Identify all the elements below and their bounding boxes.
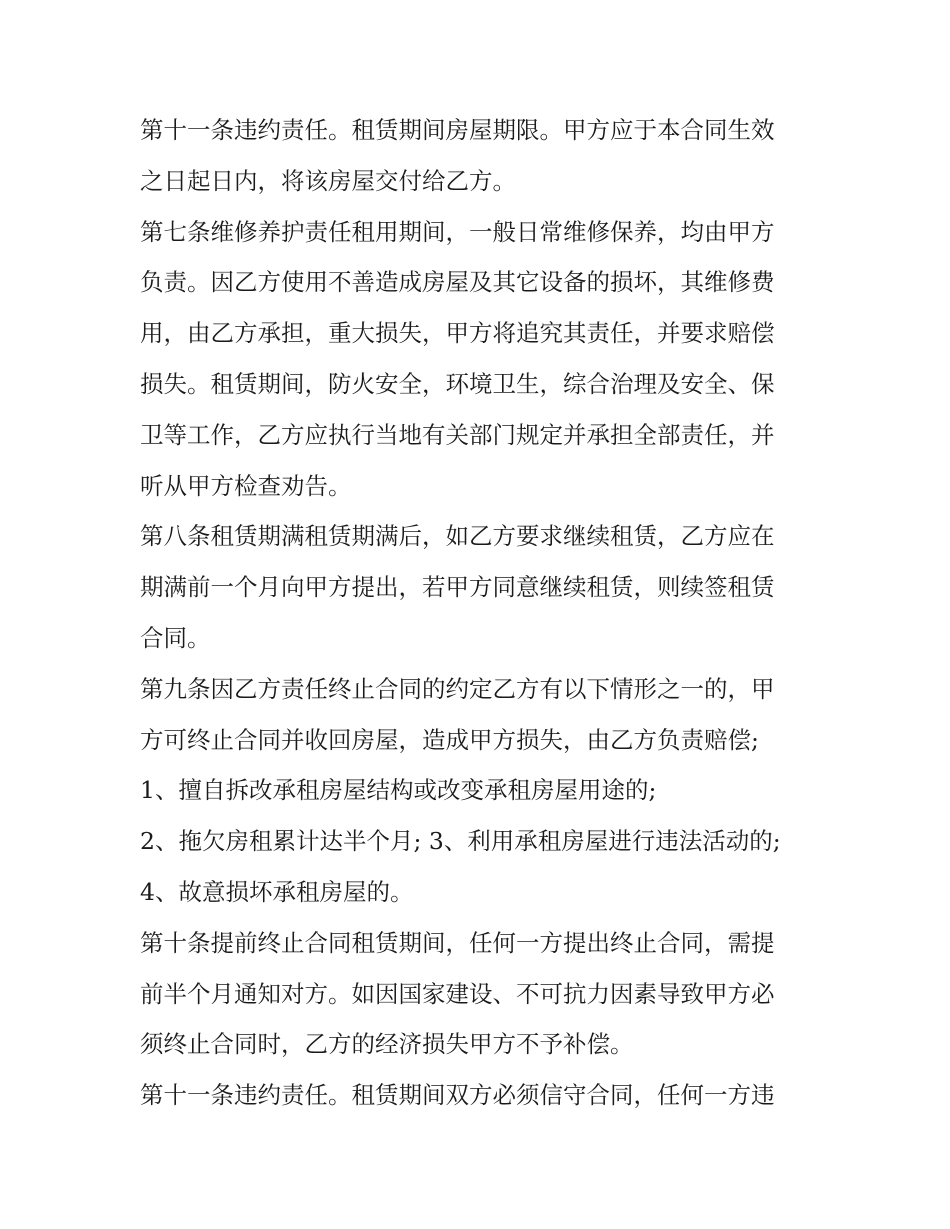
text-line: 第十条提前终止合同租赁期间，任何一方提出终止合同，需提	[140, 928, 775, 957]
text-line: 第十一条违约责任。租赁期间双方必须信守合同，任何一方违	[140, 1081, 775, 1110]
text-line: 第十一条违约责任。租赁期间房屋期限。甲方应于本合同生效	[140, 116, 775, 144]
text-line: 之日起日内，将该房屋交付给乙方。	[140, 166, 516, 195]
text-line: 期满前一个月向甲方提出，若甲方同意继续租赁，则续签租赁	[140, 573, 775, 602]
text-line: 损失。租赁期间，防火安全，环境卫生，综合治理及安全、保	[140, 369, 775, 398]
text-line: 用，由乙方承担，重大损失，甲方将追究其责任，并要求赔偿	[140, 319, 775, 348]
text-line: 须终止合同时，乙方的经济损失甲方不予补偿。	[140, 1030, 634, 1059]
text-line: 合同。	[140, 623, 211, 652]
text-line: 第九条因乙方责任终止合同的约定乙方有以下情形之一的，甲	[140, 674, 775, 703]
text-line: 负责。因乙方使用不善造成房屋及其它设备的损坏，其维修费	[140, 268, 775, 297]
text-line: 第七条维修养护责任租用期间，一般日常维修保养，均由甲方	[140, 217, 775, 246]
text-line: 卫等工作，乙方应执行当地有关部门规定并承担全部责任，并	[140, 420, 775, 449]
document-body	[140, 105, 812, 1121]
text-line: 听从甲方检查劝告。	[140, 471, 352, 500]
text-line: 方可终止合同并收回房屋，造成甲方损失，由乙方负责赔偿;	[140, 725, 759, 754]
text-line: 2、拖欠房租累计达半个月; 3、利用承租房屋进行违法活动的;	[140, 827, 781, 856]
text-line: 1、擅自拆改承租房屋结构或改变承租房屋用途的;	[140, 776, 657, 805]
text-line: 4、故意损坏承租房屋的。	[140, 877, 414, 906]
text-line: 第八条租赁期满租赁期满后，如乙方要求继续租赁，乙方应在	[140, 522, 775, 551]
text-line: 前半个月通知对方。如因国家建设、不可抗力因素导致甲方必	[140, 979, 775, 1008]
